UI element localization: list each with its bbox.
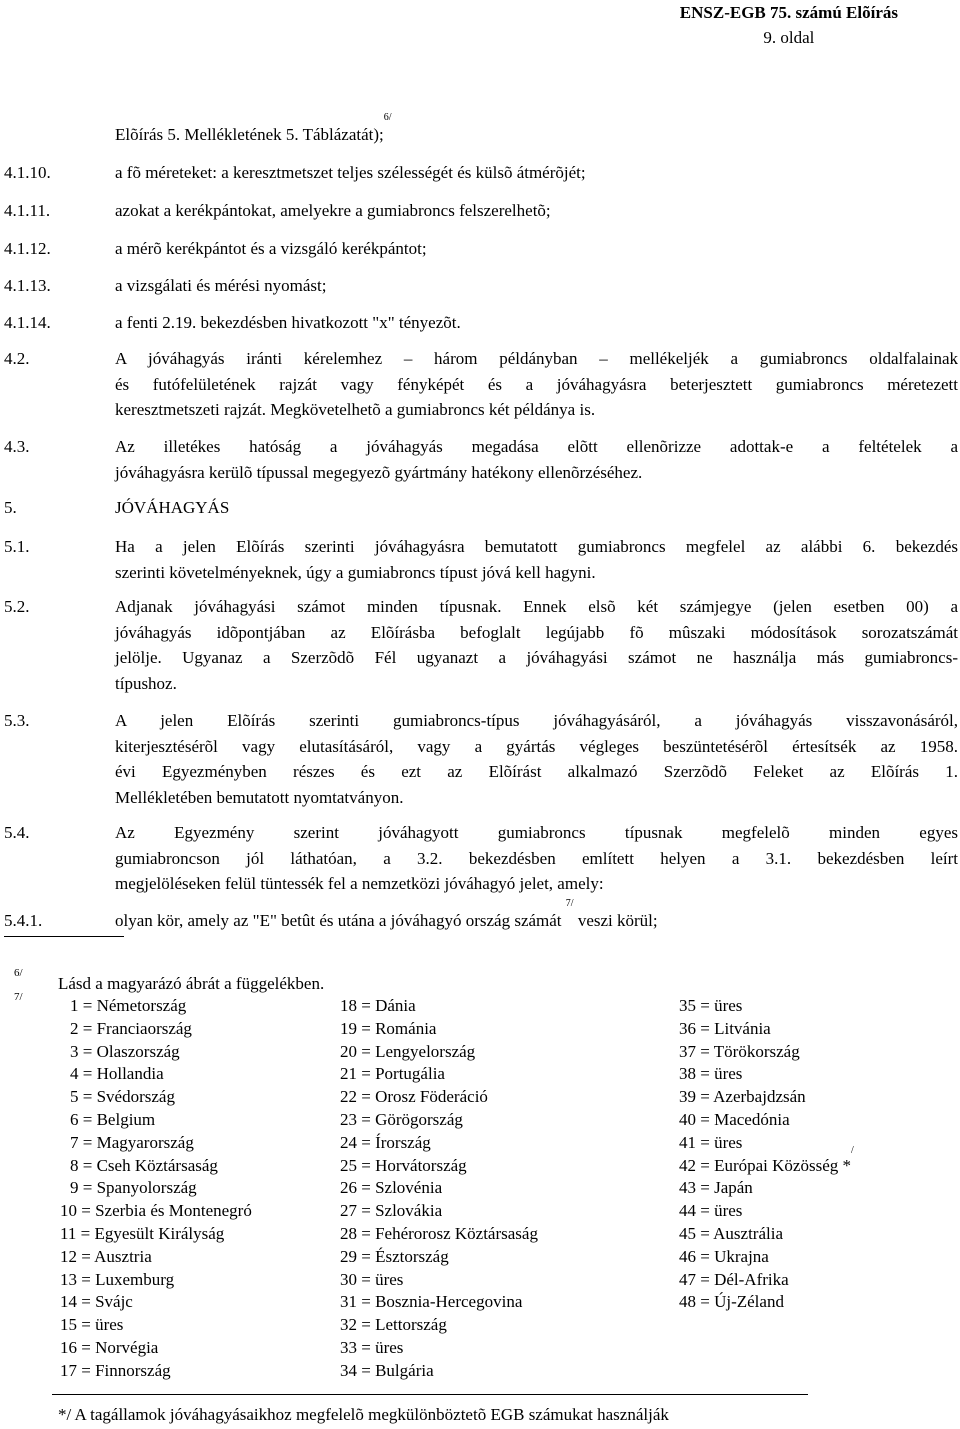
list-item: 5 = Svédország [70, 1087, 175, 1107]
item-text: a fenti 2.19. bekezdésben hivatkozott "x" tényezõt. [115, 313, 461, 332]
item-text: a fõ méreteket: a keresztmetszet teljes szélességét és külsõ átmérõjét; [115, 163, 586, 182]
paragraph-line: gumiabroncson jól láthatóan, a 3.2. bekezdésben említett helyen a 3.1. bekezdésben leírt [115, 848, 958, 868]
list-item: 48 = Új-Zéland [679, 1292, 784, 1312]
list-item: 34 = Bulgária [340, 1360, 434, 1380]
footnote-ref-7: 7/ [565, 898, 574, 909]
item-number: 4.1.14. [4, 313, 51, 332]
footnote-ref-star: / [851, 1144, 854, 1156]
list-item: 37 = Törökország [679, 1041, 800, 1061]
paragraph-line: A jelen Elõírás szerinti gumiabroncs-típus jóváhagyásáról, a jóváhagyás visszavonásáról, [115, 711, 958, 730]
paragraph-number: 5.4.1. [4, 911, 43, 930]
list-item: 26 = Szlovénia [340, 1178, 443, 1198]
list-item: 32 = Lettország [340, 1315, 447, 1335]
list-item: 23 = Görögország [340, 1109, 463, 1129]
list-item [679, 1144, 854, 1178]
list-item: 13 = Luxemburg [60, 1269, 175, 1289]
list-item: 47 = Dél-Afrika [679, 1269, 789, 1289]
paragraph-number: 5.1. [4, 537, 30, 556]
list-item: 19 = Románia [340, 1018, 437, 1038]
list-item: 44 = üres [679, 1201, 743, 1221]
item-number: 4.1.12. [4, 239, 51, 258]
list-item: 9 = Spanyolország [70, 1178, 197, 1198]
list-item: 25 = Horvátország [340, 1155, 467, 1175]
paragraph-line: jóváhagyás idõpontjában az Elõírásba befoglalt legújabb fõ mûszaki módosítások sorozatszámát [115, 622, 958, 642]
document-title: ENSZ-EGB 75. számú Elõírás [679, 3, 898, 22]
paragraph-text [115, 534, 958, 585]
paragraph-text [115, 346, 958, 423]
item-text: azokat a kerékpántokat, amelyekre a gumiabroncs felszerelhetõ; [115, 201, 551, 220]
paragraph-number: 5.3. [4, 711, 30, 730]
list-item: 6 = Belgium [70, 1109, 156, 1129]
list-item: 31 = Bosznia-Hercegovina [340, 1292, 523, 1312]
list-item: 12 = Ausztria [60, 1246, 152, 1266]
footnote-separator [4, 936, 124, 937]
list-item: 2 = Franciaország [70, 1018, 192, 1038]
list-item-text: 42 = Európai Közösség * [679, 1155, 852, 1175]
list-item: 30 = üres [340, 1269, 404, 1289]
paragraph-line: jelölje. Ugyanaz a Szerzõdõ Fél ugyanazt a jóváhagyási számot ne használja más gumiabroncs- [115, 648, 958, 667]
country-list-column-3 [679, 995, 854, 1314]
paragraph-line: Az Egyezmény szerint jóváhagyott gumiabroncs típusnak megfelelõ minden egyes [115, 823, 958, 842]
paragraph-line: Mellékletében bemutatott nyomtatványon. [115, 787, 404, 807]
footnote-ref-6: 6/ [383, 112, 392, 123]
country-list-column-2 [340, 995, 538, 1383]
list-item: 29 = Észtország [340, 1246, 449, 1266]
list-item: 16 = Norvégia [60, 1337, 159, 1357]
paragraph-number: 4.2. [4, 349, 30, 368]
list-item: 28 = Fehérorosz Köztársaság [340, 1223, 538, 1243]
paragraph-text [115, 820, 958, 897]
list-item: 11 = Egyesült Királyság [60, 1223, 225, 1243]
paragraph-number: 5.4. [4, 823, 30, 842]
item-number: 4.1.10. [4, 163, 51, 182]
paragraph-number: 5.2. [4, 597, 30, 616]
list-item: 41 = üres [679, 1132, 743, 1152]
list-item: 33 = üres [340, 1337, 404, 1357]
list-item: 7 = Magyarország [70, 1132, 194, 1152]
list-item: 24 = Írország [340, 1132, 431, 1152]
list-item: 45 = Ausztrália [679, 1223, 784, 1243]
paragraph-text-part: olyan kör, amely az "E" betût és utána a jóváhagyó ország számát [115, 911, 562, 930]
paragraph-line: évi Egyezményben részes és ezt az Elõírást alkalmazó Szerzõdõ Feleket az Elõírás 1. [115, 762, 958, 781]
paragraph-line: típushoz. [115, 673, 177, 693]
paragraph-text [115, 898, 958, 934]
paragraph-line: szerinti követelményeknek, úgy a gumiabroncs típust jóvá kell hagyni. [115, 562, 596, 582]
paragraph-line: megjelöléseken felül tüntessék fel a nemzetközi jóváhagyó jelet, amely: [115, 874, 604, 893]
list-item: 39 = Azerbajdzsán [679, 1087, 806, 1107]
list-item: 20 = Lengyelország [340, 1041, 476, 1061]
list-item: 8 = Cseh Köztársaság [70, 1155, 218, 1175]
paragraph-line: Az illetékes hatóság a jóváhagyás megadása elõtt ellenõrizze adottak-e a feltételek a [115, 437, 958, 456]
paragraph-line: jóváhagyásra kerülõ típussal megegyezõ gyártmány hatékony ellenõrzéséhez. [115, 462, 643, 482]
continuation-line [115, 112, 958, 148]
paragraph-text-part: veszi körül; [577, 911, 658, 930]
list-item: 36 = Litvánia [679, 1018, 771, 1038]
list-item: 21 = Portugália [340, 1064, 445, 1084]
item-text: a mérõ kerékpántot és a vizsgáló kerékpántot; [115, 239, 427, 258]
paragraph-number: 4.3. [4, 437, 30, 456]
continuation-text: Elõírás 5. Mellékletének 5. Táblázatát); [115, 125, 384, 144]
list-item: 1 = Németország [70, 996, 187, 1015]
list-item: 4 = Hollandia [70, 1064, 164, 1084]
paragraph-text [115, 708, 958, 810]
list-item: 40 = Macedónia [679, 1109, 790, 1129]
list-item: 43 = Japán [679, 1178, 753, 1198]
page-header [680, 0, 898, 50]
list-item: 10 = Szerbia és Montenegró [60, 1201, 252, 1221]
paragraph-line: A jóváhagyás iránti kérelemhez – három példányban – mellékeljék a gumiabroncs oldalfalainak [115, 349, 958, 368]
paragraph-line: Ha a jelen Elõírás szerinti jóváhagyásra bemutatott gumiabroncs megfelel az alábbi 6. bekezdés [115, 537, 958, 556]
list-item: 38 = üres [679, 1064, 743, 1084]
footnote-mark-6: 6/ [14, 967, 23, 979]
paragraph-text [115, 594, 958, 696]
list-item: 46 = Ukrajna [679, 1246, 769, 1266]
paragraph-line: kiterjesztésérõl vagy elutasításáról, vagy a gyártás végleges beszüntetésérõl értesítsék az 1958. [115, 736, 958, 756]
footnote-6-text: Lásd a magyarázó ábrát a függelékben. [58, 974, 325, 993]
section-number: 5. [4, 498, 17, 517]
item-text: a vizsgálati és mérési nyomást; [115, 276, 327, 295]
list-item: 35 = üres [679, 996, 743, 1015]
page-number: 9. oldal [763, 28, 815, 47]
section-title: JÓVÁHAGYÁS [115, 498, 230, 517]
list-item: 14 = Svájc [60, 1292, 133, 1312]
paragraph-line: és futófelületének rajzát vagy fényképét és a jóváhagyásra beterjesztett gumiabroncs méretezett [115, 374, 958, 394]
list-item: 3 = Olaszország [70, 1041, 180, 1061]
list-item: 15 = üres [60, 1315, 124, 1335]
list-item: 22 = Orosz Föderáció [340, 1087, 488, 1107]
endnote-text: */ A tagállamok jóváhagyásaikhoz megfelelõ megkülönböztetõ EGB számukat használják [58, 1405, 669, 1424]
paragraph-line: Adjanak jóváhagyási számot minden típusnak. Ennek elsõ két számjegye (jelen esetben 00) a [115, 597, 958, 616]
footnote-mark-7: 7/ [14, 991, 23, 1003]
endnote-separator [52, 1394, 808, 1395]
list-item: 18 = Dánia [340, 996, 416, 1015]
list-item: 17 = Finnország [60, 1360, 171, 1380]
paragraph-text [115, 434, 958, 485]
country-list-column-1 [50, 995, 288, 1383]
item-number: 4.1.11. [4, 201, 51, 220]
list-item: 27 = Szlovákia [340, 1201, 443, 1221]
item-number: 4.1.13. [4, 276, 51, 295]
paragraph-line: keresztmetszeti rajzát. Megkövetelhetõ a gumiabroncs két példánya is. [115, 400, 596, 419]
